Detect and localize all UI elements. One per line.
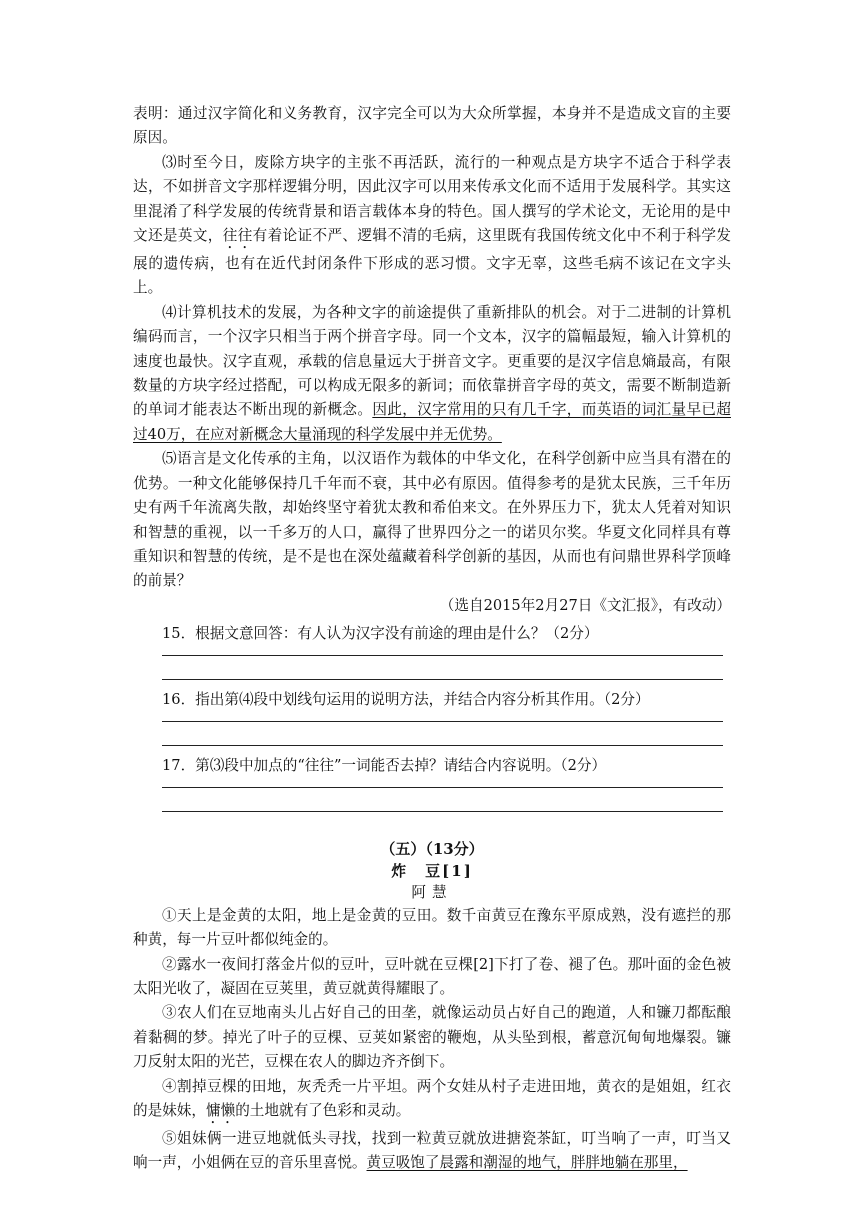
answer-lines-15 (133, 646, 731, 680)
paragraph-3-text-a: ⑶时至今日，废除方块字的主张不再活跃，流行的一种观点是方块字不适合于科学表达，不如拼音文字那样逻辑分明，因此汉字可以用来传承文化而不适用于发展科学。其实这里混淆了科学发展的传统背景和语言载体本身的特色。国人撰写的学术论文，无论用的是中文还是英文， (133, 153, 731, 245)
emphasis-dotted-word: 慵懒 (205, 1101, 236, 1119)
emphasis-dotted-word: 往往 (222, 227, 253, 245)
story-paragraph-4-text-a: ④割掉豆棵的田地，灰秃秃一片平坦。两个女娃从村子走进田地，黄衣的是姐姐，红衣的是妹妹， (133, 1077, 731, 1119)
underlined-sentence: 因此，汉字常用的只有几千字，而英语的词汇量早已超过40万，在应对新概念大量涌现的科学发展中并无优势。 (133, 401, 731, 443)
article-title: 炸 豆[1] (391, 861, 473, 880)
story-paragraph-2: ②露水一夜间打落金片似的豆叶，豆叶就在豆棵[2]下打了卷、褪了色。那叶面的金色被太阳光收了，凝固在豆荚里，黄豆就黄得耀眼了。 (133, 955, 731, 997)
story-paragraph-3: ③农人们在豆地南头儿占好自己的田垄，就像运动员占好自己的跑道，人和镰刀都酝酿着黏稠的梦。掉光了叶子的豆棵、豆荚如紧密的鞭炮，从头坠到根，蓄意沉甸甸地爆裂。镰刀反射太阳的光芒，豆棵在农人的脚边齐齐倒下。 (133, 1004, 731, 1071)
paragraph-3 (133, 151, 731, 301)
question-15: 15．根据文意回答：有人认为汉字没有前途的理由是什么？（2分） (162, 624, 599, 642)
exam-page (133, 102, 731, 1176)
article-source: （选自2015年2月27日《文汇报》，有改动） (439, 596, 731, 614)
paragraph-3-text-b: 有着论证不严、逻辑不清的毛病，这里既有我国传统文化中不利于科学发展的遗传病，也有在近代封闭条件下形成的恶习惯。文字无辜，这些毛病不该记在文字头上。 (133, 227, 731, 297)
paragraph-5: ⑸语言是文化传承的主角，以汉语作为载体的中华文化，在科学创新中应当具有潜在的优势。一种文化能够保持几千年而不衰，其中必有原因。值得参考的是犹太民族，三千年历史有两千年流离失散，却始终坚守着犹太教和希伯来文。在外界压力下，犹太人凭着对知识和智慧的重视，以一千多万的人口，赢得了世界四分之一的诺贝尔奖。华夏文化同样具有尊重知识和智慧的传统，是不是也在深处蕴藏着科学创新的基因，从而也有问鼎世界科学顶峰的前景？ (133, 450, 731, 590)
question-17: 17．第⑶段中加点的“往往”一词能否去掉？请结合内容说明。（2分） (162, 756, 607, 774)
story-paragraph-4-text-b: 的土地就有了色彩和灵动。 (235, 1101, 411, 1119)
underlined-sentence: 黄豆吸饱了晨露和潮湿的地气，胖胖地躺在那里， (366, 1154, 688, 1172)
answer-lines-17 (133, 778, 731, 812)
answer-line[interactable] (162, 745, 723, 746)
section-heading: （五）（13分） (380, 839, 484, 858)
paragraph-continuation: 表明：通过汉字简化和义务教育，汉字完全可以为大众所掌握，本身并不是造成文盲的主要原因。 (133, 105, 731, 147)
story-paragraph-5 (133, 1127, 731, 1176)
question-16: 16．指出第⑷段中划线句运用的说明方法，并结合内容分析其作用。（2分） (162, 690, 650, 708)
story-paragraph-4 (133, 1075, 731, 1127)
paragraph-4 (133, 301, 731, 447)
story-paragraph-5-text: ⑤姐妹俩一进豆地就低头寻找，找到一粒黄豆就放进搪瓷茶缸，叮当响了一声，叮当又响一声，小姐俩在豆的音乐里喜悦。 (133, 1129, 731, 1172)
answer-line[interactable] (162, 655, 723, 656)
paragraph-4-text: ⑷计算机技术的发展，为各种文字的前途提供了重新排队的机会。对于二进制的计算机编码而言，一个汉字只相当于两个拼音字母。同一个文本，汉字的篇幅最短，输入计算机的速度也最快。汉字直观，承载的信息量远大于拼音文字。更重要的是汉字信息熵最高，有限数量的方块字经过搭配，可以构成无限多的新词；而依靠拼音字母的英文，需要不断制造新的单词才能表达不断出现的新概念。 (133, 303, 731, 419)
answer-line[interactable] (162, 787, 723, 788)
answer-line[interactable] (162, 679, 723, 680)
story-paragraph-1: ①天上是金黄的太阳，地上是金黄的豆田。数千亩黄豆在豫东平原成熟，没有遮拦的那种黄，每一片豆叶都似纯金的。 (133, 906, 731, 949)
article-author: 阿慧 (411, 883, 453, 901)
answer-line[interactable] (162, 721, 723, 722)
answer-lines-16 (133, 712, 731, 746)
